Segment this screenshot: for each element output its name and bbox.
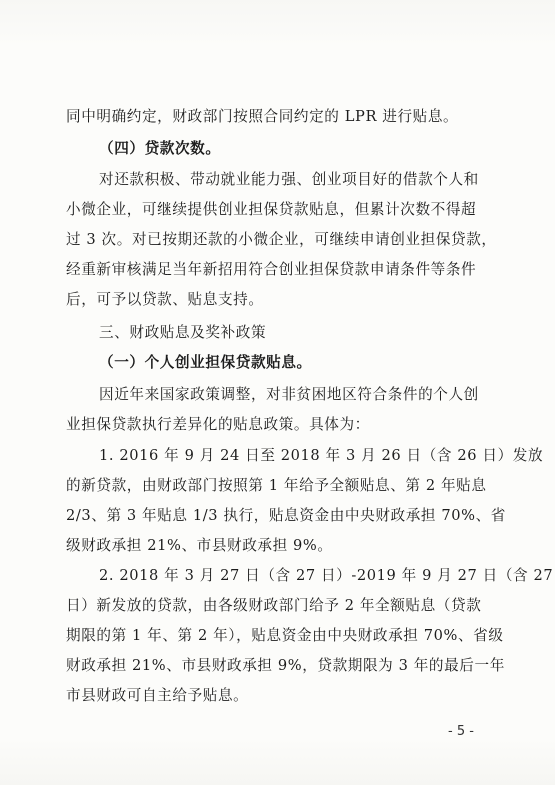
paragraph-line: 对还款积极、带动就业能力强、创业项目好的借款个人和 bbox=[99, 171, 479, 188]
paragraph-line: 因近年来国家政策调整，对非贫困地区符合条件的个人创 bbox=[99, 386, 479, 403]
paragraph-line: 小微企业，可继续提供创业担保贷款贴息，但累计次数不得超 bbox=[66, 201, 477, 218]
paragraph-line: 的新贷款，由财政部门按照第 1 年给予全额贴息、第 2 年贴息 bbox=[66, 477, 487, 494]
paragraph-line: 期限的第 1 年、第 2 年），贴息资金由中央财政承担 70%、省级 bbox=[66, 627, 504, 644]
subsection-heading-personal-loan: （一）个人创业担保贷款贴息。 bbox=[99, 354, 312, 371]
paragraph-line: 后，可予以贷款、贴息支持。 bbox=[66, 291, 264, 308]
paragraph-line: 2/3、第 3 年贴息 1/3 执行，贴息资金由中央财政承担 70%、省 bbox=[66, 507, 506, 524]
paragraph-line: 1. 2016 年 9 月 24 日至 2018 年 3 月 26 日（含 26 日）发放 bbox=[99, 447, 544, 464]
paragraph-line: 财政承担 21%、市县财政承担 9%，贷款期限为 3 年的最后一年 bbox=[66, 657, 505, 674]
paragraph-line: 业担保贷款执行差异化的贴息政策。具体为： bbox=[66, 416, 370, 433]
paragraph-line: 过 3 次。对已按期还款的小微企业，可继续申请创业担保贷款， bbox=[66, 231, 497, 248]
paragraph-line: 日）新发放的贷款，由各级财政部门给予 2 年全额贴息（贷款 bbox=[66, 597, 482, 614]
section-heading-loan-count: （四）贷款次数。 bbox=[99, 140, 221, 157]
section-heading-subsidy-policy: 三、财政贴息及奖补政策 bbox=[99, 324, 267, 341]
paragraph-line: 市县财政可自主给予贴息。 bbox=[66, 687, 249, 704]
paragraph-line: 同中明确约定，财政部门按照合同约定的 LPR 进行贴息。 bbox=[66, 108, 459, 125]
page-number: - 5 - bbox=[448, 724, 474, 739]
paragraph-line: 级财政承担 21%、市县财政承担 9%。 bbox=[66, 537, 333, 554]
paragraph-line: 2. 2018 年 3 月 27 日（含 27 日）-2019 年 9 月 27 日（含 27 bbox=[99, 567, 554, 584]
paragraph-line: 经重新审核满足当年新招用符合创业担保贷款申请条件等条件 bbox=[66, 261, 477, 278]
